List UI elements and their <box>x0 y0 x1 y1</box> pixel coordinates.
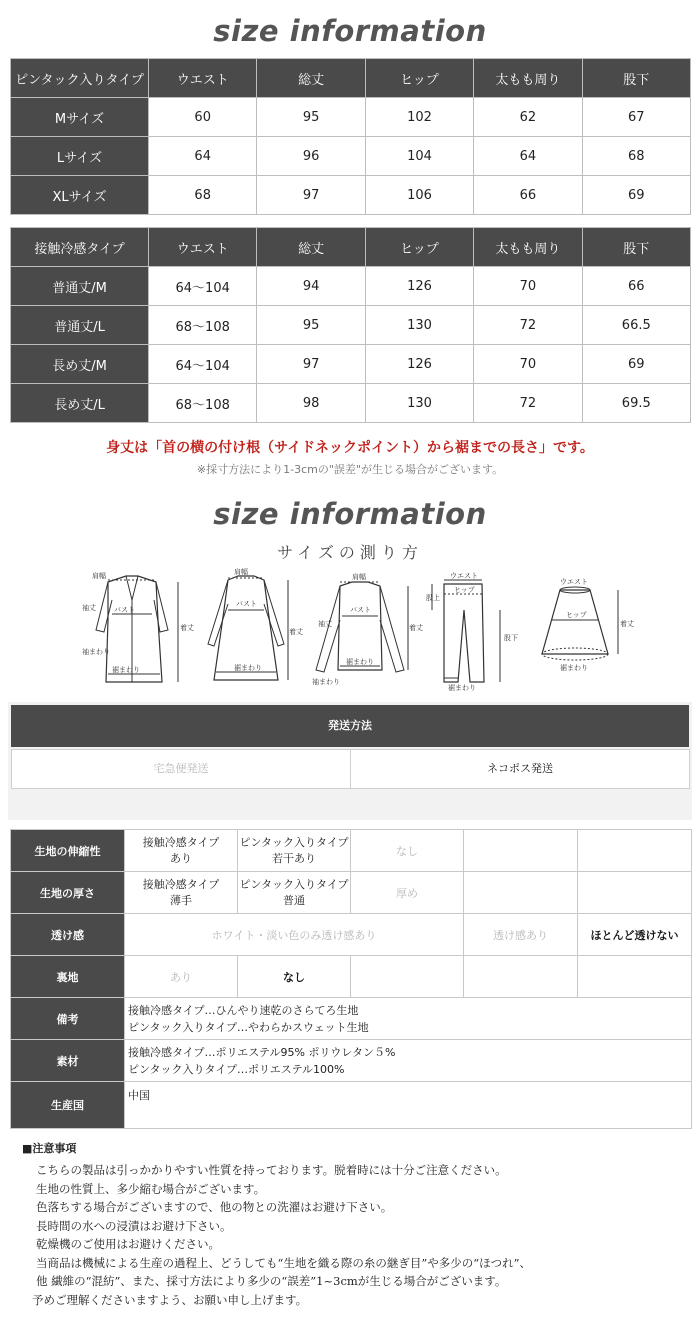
label-sleeve: 袖丈 <box>82 604 96 612</box>
skirt-diagram <box>530 570 634 692</box>
table-cell: 95 <box>257 98 365 137</box>
cell-line: ピンタック入りタイプ <box>239 835 349 849</box>
row-label: 生地の厚さ <box>11 872 125 914</box>
table-row <box>11 956 692 998</box>
table-row <box>11 267 691 306</box>
shipping-section <box>8 702 692 820</box>
sweater-diagram <box>308 570 423 692</box>
table-cell: 60 <box>149 98 257 137</box>
label-rise: 股上 <box>426 594 440 602</box>
table-header-row <box>11 228 691 267</box>
label-shoulder: 肩幅 <box>352 573 366 581</box>
table-cell: 96 <box>257 137 365 176</box>
label-length: 着丈 <box>180 624 194 632</box>
label-sleeve: 袖丈 <box>318 620 332 628</box>
row-label: 備考 <box>11 998 125 1040</box>
table-cell <box>125 1040 692 1082</box>
cell-line: ピンタック入りタイプ…やわらかスウェット生地 <box>128 1020 369 1034</box>
label-hem: 裾まわり <box>346 658 374 666</box>
dress-diagram <box>198 568 303 692</box>
table-cell: 66.5 <box>582 306 690 345</box>
table-cell: ホワイト・淡い色のみ透け感あり <box>125 914 464 956</box>
note-line: こちらの製品は引っかかりやすい性質を持っております。脱着時には十分ご注意ください。 <box>36 1163 507 1177</box>
label-hem: 裾まわり <box>448 684 476 692</box>
table-header: ヒップ <box>365 59 473 98</box>
table-row <box>11 1040 692 1082</box>
table-cell: 69.5 <box>582 384 690 423</box>
table-row <box>11 830 692 872</box>
note-line: 予めご理解くださいますよう、お願い申し上げます。 <box>32 1292 308 1307</box>
label-waist: ウエスト <box>450 572 478 580</box>
table-cell: 64 <box>149 137 257 176</box>
table-cell: なし <box>238 956 351 998</box>
table-cell: 64 <box>474 137 582 176</box>
table-cell: 67 <box>582 98 690 137</box>
table-cell <box>238 830 351 872</box>
label-shoulder: 肩幅 <box>234 568 248 576</box>
note-line: 他 繊維の“混紡”、また、採寸方法により多少の“誤差”1~3cmが生じる場合がございます。 <box>36 1274 507 1288</box>
table-cell: 68 <box>149 176 257 215</box>
table-row <box>11 914 692 956</box>
table-cell <box>125 830 238 872</box>
label-sleeve-circ: 袖まわり <box>312 678 340 686</box>
label-length: 着丈 <box>620 620 634 628</box>
row-label: 生産国 <box>11 1082 125 1129</box>
table-cell: 130 <box>365 384 473 423</box>
table-cell <box>351 956 464 998</box>
table-cell: 68～108 <box>149 384 257 423</box>
measurement-error-note: ※採寸方法により1-3cmの"誤差"が生じる場合がございます。 <box>196 463 504 476</box>
table-cell: 98 <box>257 384 365 423</box>
table-cell: 68～108 <box>149 306 257 345</box>
table-row <box>11 137 691 176</box>
table-row <box>11 384 691 423</box>
row-label: Mサイズ <box>11 98 149 137</box>
table-cell: 64～104 <box>149 267 257 306</box>
table-header: 総丈 <box>257 228 365 267</box>
table-cell: 70 <box>474 345 582 384</box>
table-header-row <box>11 59 691 98</box>
cell-line: 薄手 <box>170 893 192 907</box>
cell-line: ピンタック入りタイプ <box>239 877 349 891</box>
table-row <box>11 345 691 384</box>
label-bust: バスト <box>236 600 257 608</box>
shipping-option-nekopos: ネコポス発送 <box>350 749 690 789</box>
row-label: 普通丈/L <box>11 306 149 345</box>
table-cell: 72 <box>474 384 582 423</box>
row-label: 長め丈/M <box>11 345 149 384</box>
label-shoulder: 肩幅 <box>92 572 106 580</box>
table-cell: 69 <box>582 176 690 215</box>
cell-line: あり <box>170 851 192 865</box>
table-header: 総丈 <box>257 59 365 98</box>
table-row <box>11 306 691 345</box>
table-cell: 126 <box>365 345 473 384</box>
care-notes <box>22 1140 682 1310</box>
label-length: 着丈 <box>409 624 423 632</box>
label-bust: バスト <box>350 606 371 614</box>
table-cell: 130 <box>365 306 473 345</box>
table-cell <box>578 872 692 914</box>
table-cell: 69 <box>582 345 690 384</box>
table-cell: 126 <box>365 267 473 306</box>
size-info-heading: size information <box>213 14 487 48</box>
row-label: 生地の伸縮性 <box>11 830 125 872</box>
row-label: 長め丈/L <box>11 384 149 423</box>
table-cell: 62 <box>474 98 582 137</box>
row-label: 裏地 <box>11 956 125 998</box>
fabric-properties-table <box>10 829 692 1129</box>
note-line: 長時間の水への浸漬はお避け下さい。 <box>36 1218 232 1233</box>
row-label: XLサイズ <box>11 176 149 215</box>
table-cell <box>464 956 578 998</box>
table-cell: 66 <box>582 267 690 306</box>
size-info-heading-2: size information <box>213 497 487 531</box>
table-row <box>11 998 692 1040</box>
table-cell <box>464 872 578 914</box>
table-cell: 106 <box>365 176 473 215</box>
note-line: 乾燥機のご使用はお避けください。 <box>36 1237 220 1251</box>
note-line: 当商品は機械による生産の過程上、どうしても“生地を織る際の糸の継ぎ目”や多少の“ほつれ”、 <box>36 1255 532 1270</box>
table-cell: 中国 <box>125 1082 692 1129</box>
note-line: 色落ちする場合がございますので、他の物との洗濯はお避け下さい。 <box>36 1200 393 1214</box>
table-cell: 104 <box>365 137 473 176</box>
table-cell <box>578 956 692 998</box>
table-header: ピンタック入りタイプ <box>11 59 149 98</box>
pintuck-size-table <box>10 58 691 215</box>
cooling-size-table <box>10 227 691 423</box>
table-cell: 97 <box>257 345 365 384</box>
table-header: 接触冷感タイプ <box>11 228 149 267</box>
notes-title: ■注意事項 <box>22 1142 77 1155</box>
table-cell: 64～104 <box>149 345 257 384</box>
cell-line: 接触冷感タイプ <box>142 835 220 849</box>
cell-line: 接触冷感タイプ <box>142 877 220 891</box>
table-header: ウエスト <box>149 228 257 267</box>
cell-line: 普通 <box>283 893 305 907</box>
note-line: 生地の性質上、多少縮む場合がございます。 <box>36 1181 266 1196</box>
table-cell <box>238 872 351 914</box>
table-cell: 66 <box>474 176 582 215</box>
table-header: ヒップ <box>365 228 473 267</box>
table-cell: あり <box>125 956 238 998</box>
label-length: 着丈 <box>289 628 303 636</box>
row-label: 普通丈/M <box>11 267 149 306</box>
table-header: 太もも周り <box>474 228 582 267</box>
label-hem: 裾まわり <box>234 664 262 672</box>
table-row <box>11 98 691 137</box>
table-header: 股下 <box>582 228 690 267</box>
table-row <box>11 1082 692 1129</box>
label-waist: ウエスト <box>560 578 588 586</box>
table-cell: 厚め <box>351 872 464 914</box>
length-note: 身丈は「首の横の付け根（サイドネックポイント）から裾までの長さ」です。 <box>106 440 594 456</box>
table-cell <box>125 998 692 1040</box>
label-bust: バスト <box>114 606 135 614</box>
row-label: 素材 <box>11 1040 125 1082</box>
label-hip: ヒップ <box>454 586 475 594</box>
cell-line: 接触冷感タイプ…ひんやり速乾のさらてろ生地 <box>128 1003 359 1017</box>
table-cell <box>578 830 692 872</box>
pants-diagram <box>424 570 524 692</box>
table-cell: なし <box>351 830 464 872</box>
table-cell: ほとんど透けない <box>578 914 692 956</box>
table-cell: 94 <box>257 267 365 306</box>
cell-line: 接触冷感タイプ…ポリエステル95% ポリウレタン５% <box>128 1045 396 1059</box>
table-cell: 68 <box>582 137 690 176</box>
table-cell: 透け感あり <box>464 914 578 956</box>
label-hip: ヒップ <box>566 611 587 619</box>
row-label: 透け感 <box>11 914 125 956</box>
label-hem: 裾まわり <box>112 666 140 674</box>
table-cell: 102 <box>365 98 473 137</box>
table-cell: 72 <box>474 306 582 345</box>
label-sleeve-circ: 袖まわり <box>82 648 110 656</box>
how-to-measure-title: サイズの測り方 <box>277 543 423 562</box>
table-header: 太もも周り <box>474 59 582 98</box>
label-hem: 裾まわり <box>560 664 588 672</box>
row-label: Lサイズ <box>11 137 149 176</box>
table-cell: 95 <box>257 306 365 345</box>
coat-diagram <box>78 570 194 692</box>
shipping-title: 発送方法 <box>11 705 689 747</box>
table-cell <box>125 872 238 914</box>
shipping-option-takkyubin: 宅急便発送 <box>11 749 351 789</box>
table-cell <box>464 830 578 872</box>
table-cell: 97 <box>257 176 365 215</box>
table-row <box>11 872 692 914</box>
label-inseam: 股下 <box>504 634 518 642</box>
table-header: ウエスト <box>149 59 257 98</box>
cell-line: 若干あり <box>272 851 316 865</box>
table-row <box>11 176 691 215</box>
table-header: 股下 <box>582 59 690 98</box>
table-cell: 70 <box>474 267 582 306</box>
cell-line: ピンタック入りタイプ…ポリエステル100% <box>128 1062 345 1076</box>
